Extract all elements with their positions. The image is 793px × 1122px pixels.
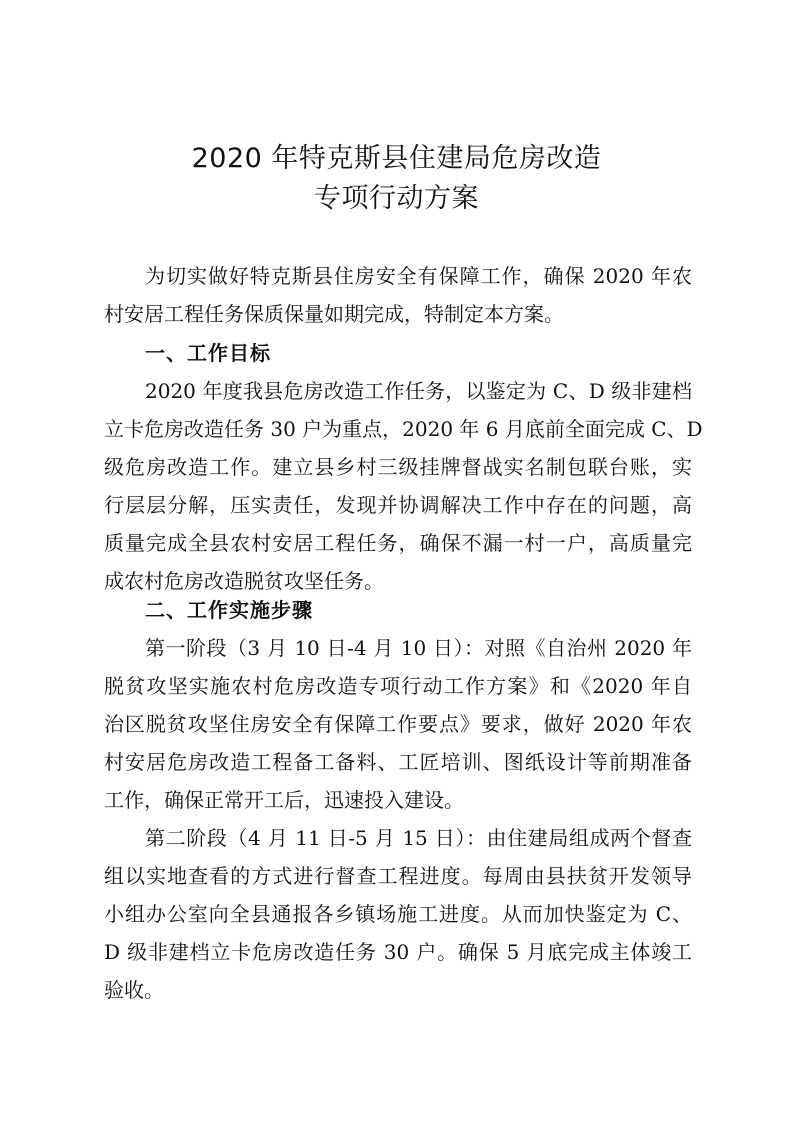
section-heading-goals: 一、工作目标 bbox=[145, 341, 271, 365]
stage2-line: 小组办公室向全县通报各乡镇场施工进度。从而加快鉴定为 C、 bbox=[104, 902, 692, 926]
stage1-line: 村安居危房改造工程备工备料、工匠培训、图纸设计等前期准备 bbox=[104, 750, 692, 774]
document-title-line-2: 专项行动方案 bbox=[314, 183, 479, 214]
stage1-line: 工作，确保正常开工后，迅速投入建设。 bbox=[104, 788, 464, 812]
paragraph-line: 行层层分解，压实责任，发现并协调解决工作中存在的问题，高 bbox=[104, 493, 692, 517]
stage2-line: 验收。 bbox=[104, 978, 164, 1002]
stage2-line: 第二阶段（4 月 11 日-5 月 15 日）：由住建局组成两个督查 bbox=[145, 826, 692, 850]
stage2-line: D 级非建档立卡危房改造任务 30 户。确保 5 月底完成主体竣工 bbox=[104, 940, 692, 964]
paragraph-line: 立卡危房改造任务 30 户为重点，2020 年 6 月底前全面完成 C、D bbox=[104, 417, 703, 441]
document-title-line-1: 2020 年特克斯县住建局危房改造 bbox=[191, 143, 602, 174]
stage1-line: 第一阶段（3 月 10 日-4 月 10 日）：对照《自治州 2020 年 bbox=[145, 636, 692, 660]
paragraph-line: 2020 年度我县危房改造工作任务，以鉴定为 C、D 级非建档 bbox=[145, 379, 692, 403]
stage1-line: 脱贫攻坚实施农村危房改造专项行动工作方案》和《2020 年自 bbox=[104, 674, 692, 698]
section-heading-steps: 二、工作实施步骤 bbox=[145, 598, 313, 622]
paragraph-line: 成农村危房改造脱贫攻坚任务。 bbox=[104, 569, 384, 593]
intro-line: 村安居工程任务保质保量如期完成，特制定本方案。 bbox=[104, 302, 564, 326]
stage2-line: 组以实地查看的方式进行督查工程进度。每周由县扶贫开发领导 bbox=[104, 864, 692, 888]
stage1-line: 治区脱贫攻坚住房安全有保障工作要点》要求，做好 2020 年农 bbox=[104, 712, 692, 736]
intro-line: 为切实做好特克斯县住房安全有保障工作，确保 2020 年农 bbox=[145, 264, 692, 288]
paragraph-line: 质量完成全县农村安居工程任务，确保不漏一村一户，高质量完 bbox=[104, 531, 692, 555]
paragraph-line: 级危房改造工作。建立县乡村三级挂牌督战实名制包联台账，实 bbox=[104, 455, 692, 479]
